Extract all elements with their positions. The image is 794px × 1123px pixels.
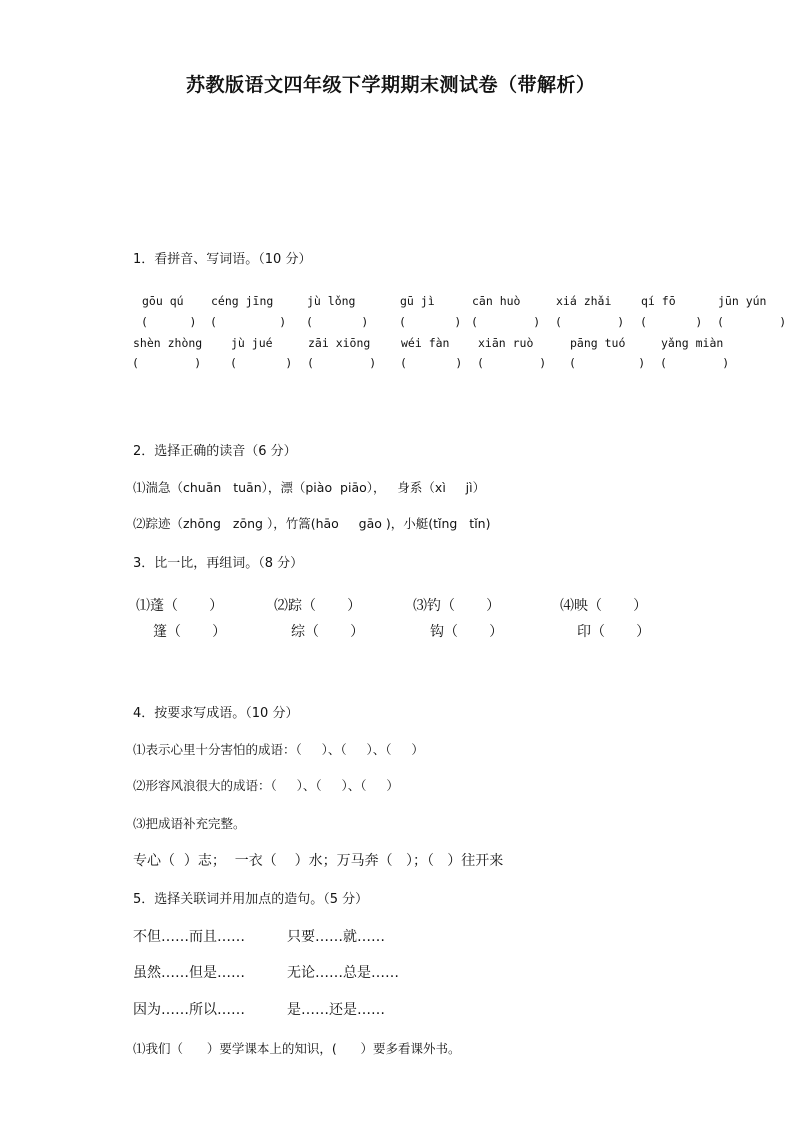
q1-row1-pinyin-6: xiá zhǎi	[556, 294, 612, 308]
q1-row1-pinyin-3: jù lǒng	[307, 294, 356, 308]
q1-row2-pinyin-1: shèn zhòng	[133, 336, 203, 350]
q5-pair2-right: 无论……总是……	[287, 965, 399, 981]
q1-row1-pinyin-4: gū jì	[400, 294, 435, 308]
q1-row2-answer-blank-6[interactable]: ( )	[569, 356, 646, 370]
q1-row1-answer-blank-1[interactable]: ( )	[141, 315, 197, 329]
q1-row1-answer-blank-2[interactable]: ( )	[210, 315, 287, 329]
q1-row1-answer-blank-8[interactable]: ( )	[717, 315, 787, 329]
q4-line4: 专心（ ）志； 一衣（ ）水；万马奔（ ）；（ ）往开来	[133, 853, 504, 869]
q1-row1-answer-blank-7[interactable]: ( )	[640, 315, 703, 329]
q5-pair2-left: 虽然……但是……	[133, 965, 245, 981]
q1-row1-pinyin-2: céng jīng	[211, 294, 274, 308]
q1-row1-answer-blank-6[interactable]: ( )	[555, 315, 625, 329]
q1-row2-pinyin-2: jù jué	[231, 336, 273, 350]
q1-row1-pinyin-1: gōu qú	[142, 294, 184, 308]
q2-heading: 2．选择正确的读音（6 分）	[133, 444, 297, 459]
q3-item2-top: ⑵踪（ ）	[274, 598, 362, 614]
q1-row2-answer-blank-5[interactable]: ( )	[477, 356, 547, 370]
q3-item3-top: ⑶钓（ ）	[413, 598, 501, 614]
q3-item1-bottom: 篷（ ）	[153, 624, 227, 640]
q1-row2-answer-blank-7[interactable]: ( )	[660, 356, 730, 370]
q1-row2-pinyin-4: wéi fàn	[401, 336, 450, 350]
q2-line2: ⑵踪迹（zhōng zōng ），竹篙(hāo gāo )，小艇(tǐng tǐn)	[133, 516, 491, 531]
q3-item4-top: ⑷映（ ）	[560, 598, 648, 614]
q3-item3-bottom: 钩（ ）	[430, 624, 504, 640]
q1-row2-pinyin-3: zāi xiōng	[308, 336, 371, 350]
q1-row1-pinyin-5: cān huò	[472, 294, 521, 308]
q5-pair3-right: 是……还是……	[287, 1002, 385, 1018]
q5-pair1-left: 不但……而且……	[133, 929, 245, 945]
q3-item2-bottom: 综（ ）	[291, 624, 365, 640]
q1-row1-answer-blank-4[interactable]: ( )	[399, 315, 462, 329]
q4-line1: ⑴表示心里十分害怕的成语：（ ）、（ ）、（ ）	[133, 742, 424, 757]
q4-heading: 4．按要求写成语。（10 分）	[133, 706, 299, 721]
q4-line2: ⑵形容风浪很大的成语：（ ）、（ ）、（ ）	[133, 778, 399, 793]
q1-heading: 1．看拼音、写词语。（10 分）	[133, 252, 312, 267]
q3-item1-top: ⑴蓬（ ）	[136, 598, 224, 614]
q1-row1-pinyin-8: jūn yún	[718, 294, 767, 308]
q1-row1-pinyin-7: qí fō	[641, 294, 676, 308]
q5-pair3-left: 因为……所以……	[133, 1002, 245, 1018]
q1-row2-answer-blank-2[interactable]: ( )	[230, 356, 293, 370]
q1-row2-pinyin-6: pāng tuó	[570, 336, 626, 350]
q1-row2-pinyin-5: xiān ruò	[478, 336, 534, 350]
q4-line3: ⑶把成语补充完整。	[133, 816, 246, 831]
q5-pair1-right: 只要……就……	[287, 929, 385, 945]
q2-line1: ⑴湍急（chuān tuān），漂（piào piāo）， 身系（xì jì）	[133, 480, 486, 495]
q3-item4-bottom: 印（ ）	[577, 624, 651, 640]
q1-row2-answer-blank-4[interactable]: ( )	[400, 356, 463, 370]
q3-heading: 3．比一比，再组词。（8 分）	[133, 556, 304, 571]
q5-heading: 5．选择关联词并用加点的造句。（5 分）	[133, 892, 369, 907]
q1-row1-answer-blank-5[interactable]: ( )	[471, 315, 541, 329]
q1-row2-pinyin-7: yǎng miàn	[661, 336, 724, 350]
q1-row1-answer-blank-3[interactable]: ( )	[306, 315, 369, 329]
q1-row2-answer-blank-1[interactable]: ( )	[132, 356, 202, 370]
q5-sentence1: ⑴我们（ ）要学课本上的知识，( ）要多看课外书。	[133, 1041, 461, 1056]
q1-row2-answer-blank-3[interactable]: ( )	[307, 356, 377, 370]
page-title: 苏教版语文四年级下学期期末测试卷（带解析）	[186, 74, 596, 96]
